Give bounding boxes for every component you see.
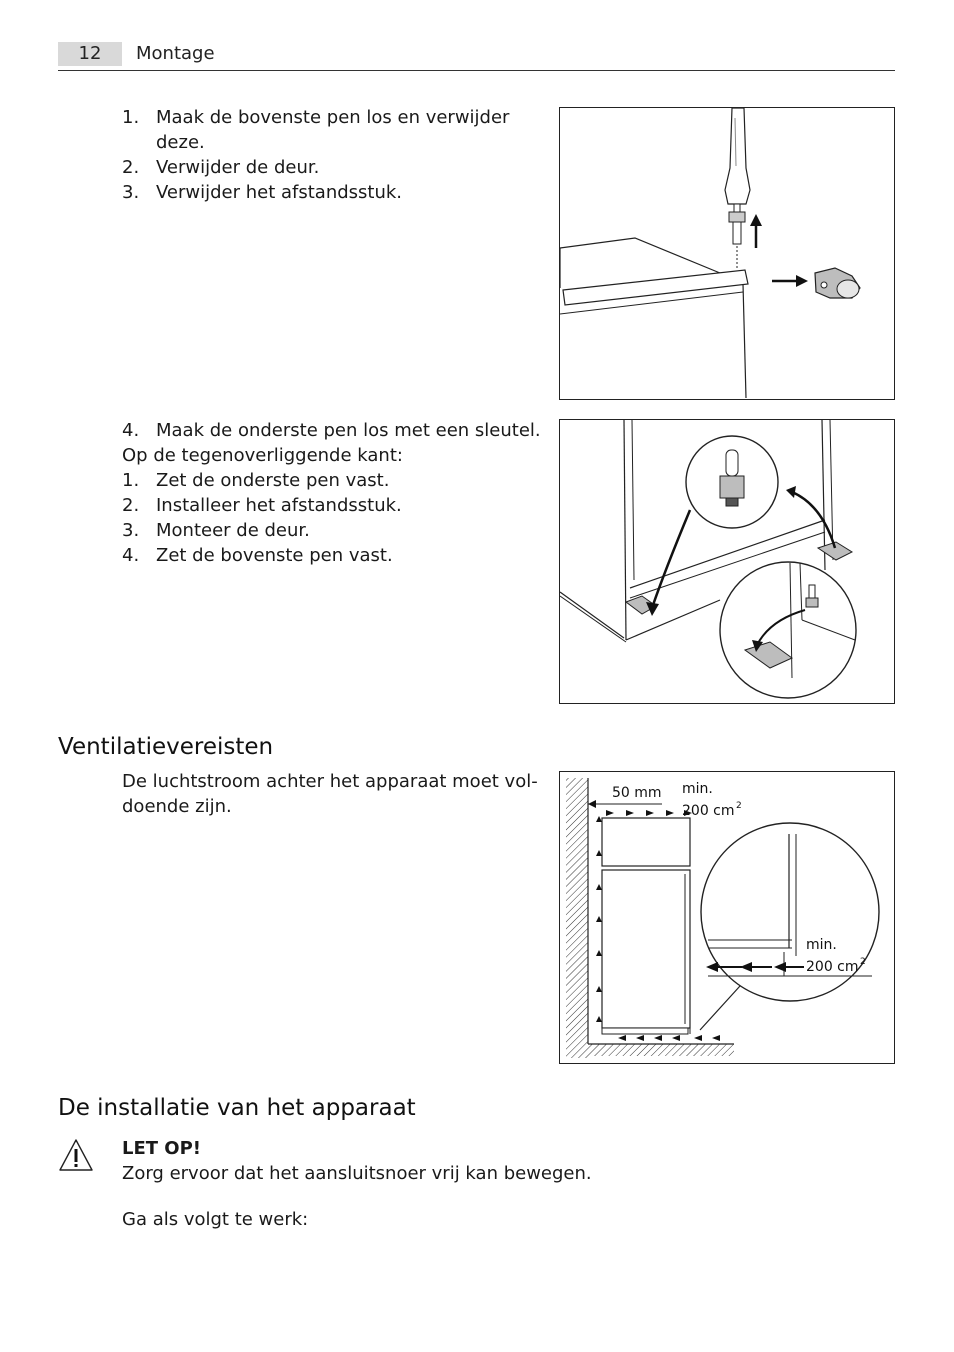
bottom-pin-figure bbox=[559, 419, 895, 704]
label-area-bottom: 200 cm bbox=[806, 959, 859, 975]
list-item: 2. Installeer het afstandsstuk. bbox=[122, 495, 402, 516]
warning-text: Zorg ervoor dat het aansluitsnoer vrij kan bewegen. bbox=[122, 1163, 592, 1184]
list-item: 2. Verwijder de deur. bbox=[122, 157, 320, 178]
ventilation-heading: Ventilatievereisten bbox=[58, 734, 274, 760]
proceed-text: Ga als volgt te werk: bbox=[122, 1209, 309, 1230]
warning-title: LET OP! bbox=[122, 1138, 202, 1159]
ventilation-text-line1: De luchtstroom achter het apparaat moet vol- bbox=[122, 771, 538, 792]
label-area-top: 200 cm bbox=[682, 803, 735, 819]
step4-list bbox=[122, 418, 542, 443]
label-min-top: min. bbox=[682, 781, 713, 797]
top-pin-illustration bbox=[560, 108, 894, 399]
header-divider bbox=[58, 70, 895, 71]
label-50mm: 50 mm bbox=[612, 785, 662, 801]
warning-triangle-icon bbox=[58, 1138, 94, 1172]
list-item: 3. Verwijder het afstandsstuk. bbox=[122, 182, 403, 203]
list-item: 4. Zet de bovenste pen vast. bbox=[122, 545, 393, 566]
section-title: Montage bbox=[136, 43, 215, 64]
ventilation-figure bbox=[559, 771, 895, 1064]
svg-text:2: 2 bbox=[860, 957, 866, 967]
list-item: 1. Zet de onderste pen vast. bbox=[122, 470, 390, 491]
opposite-side-label: Op de tegenoverliggende kant: bbox=[122, 445, 403, 466]
ventilation-text-line2: doende zijn. bbox=[122, 796, 232, 817]
top-pin-removal-figure bbox=[559, 107, 895, 400]
ventilation-illustration bbox=[560, 772, 894, 1063]
bottom-hinge-illustration bbox=[560, 420, 894, 703]
svg-text:2: 2 bbox=[736, 801, 742, 811]
removal-steps-list bbox=[122, 105, 522, 205]
list-item: 4. Maak de onderste pen los met een sleutel. bbox=[122, 420, 541, 441]
reinstall-steps-list bbox=[122, 468, 542, 568]
list-item: 1. Maak de bovenste pen los en verwijder deze. bbox=[122, 107, 510, 153]
installation-heading: De installatie van het apparaat bbox=[58, 1095, 416, 1121]
page-number: 12 bbox=[58, 42, 122, 66]
list-item: 3. Monteer de deur. bbox=[122, 520, 310, 541]
label-min-bottom: min. bbox=[806, 937, 837, 953]
